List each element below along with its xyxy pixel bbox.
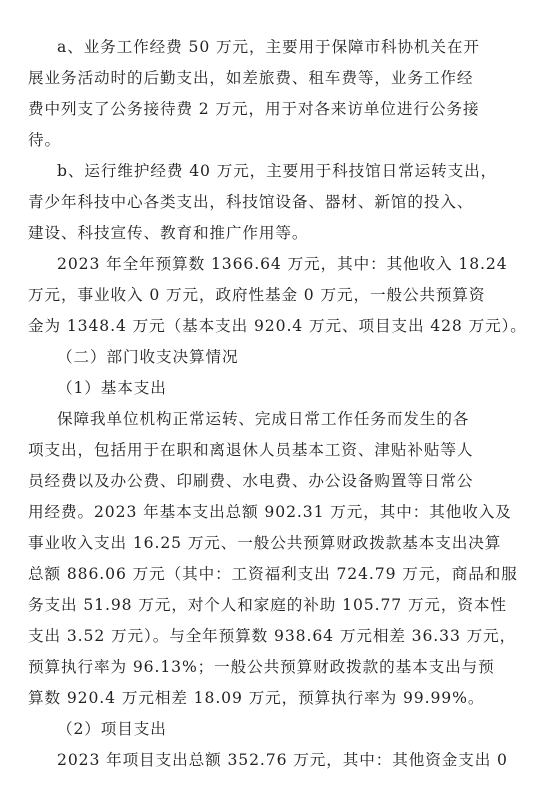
basic-line-10: 算数 920.4 万元相差 18.09 万元，预算执行率为 99.99%。 [28, 689, 485, 707]
basic-line-1: 保障我单位机构正常运转、完成日常工作任务而发生的各 [57, 410, 470, 428]
paragraph-a-line-2: 展业务活动时的后勤支出，如差旅费、租车费等，业务工作经 [28, 69, 474, 87]
basic-line-4: 用经费。2023 年基本支出总额 902.31 万元，其中：其他收入及 [28, 503, 512, 521]
project-line-1: 2023 年项目支出总额 352.76 万元，其中：其他资金支出 0 [57, 751, 508, 769]
budget-line-3: 金为 1348.4 万元（基本支出 920.4 万元、项目支出 428 万元）。 [28, 317, 527, 335]
subheading-project-expenditure: （2）项目支出 [57, 720, 167, 738]
basic-line-9: 预算执行率为 96.13%；一般公共预算财政拨款的基本支出与预 [28, 658, 495, 676]
paragraph-a-line-4: 待。 [28, 131, 61, 149]
paragraph-a-line-1: a、业务工作经费 50 万元，主要用于保障市科协机关在开 [57, 38, 480, 56]
basic-line-8: 支出 3.52 万元）。与全年预算数 938.64 万元相差 36.33 万元， [28, 627, 517, 645]
basic-line-7: 务支出 51.98 万元，对个人和家庭的补助 105.77 万元，资本性 [28, 596, 507, 614]
budget-line-2: 万元，事业收入 0 万元，政府性基金 0 万元，一般公共预算资 [28, 286, 486, 304]
basic-line-5: 事业收入支出 16.25 万元、一般公共预算财政拨款基本支出决算 [28, 534, 502, 552]
budget-line-1: 2023 年全年预算数 1366.64 万元，其中：其他收入 18.24 [57, 255, 508, 273]
paragraph-b-line-1: b、运行维护经费 40 万元，主要用于科技馆日常运转支出， [57, 162, 498, 180]
paragraph-b-line-2: 青少年科技中心各类支出，科技馆设备、器材、新馆的投入、 [28, 193, 474, 211]
section-heading: （二）部门收支决算情况 [57, 348, 239, 366]
basic-line-3: 员经费以及办公费、印刷费、水电费、办公设备购置等日常公 [28, 472, 474, 490]
basic-line-6: 总额 886.06 万元（其中：工资福利支出 724.79 万元，商品和服 [28, 565, 518, 583]
paragraph-b-line-3: 建设、科技宣传、教育和推广作用等。 [28, 224, 309, 242]
subheading-basic-expenditure: （1）基本支出 [57, 379, 167, 397]
basic-line-2: 项支出，包括用于在职和离退休人员基本工资、津贴补贴等人 [28, 441, 474, 459]
paragraph-a-line-3: 费中列支了公务接待费 2 万元，用于对各来访单位进行公务接 [28, 100, 480, 118]
